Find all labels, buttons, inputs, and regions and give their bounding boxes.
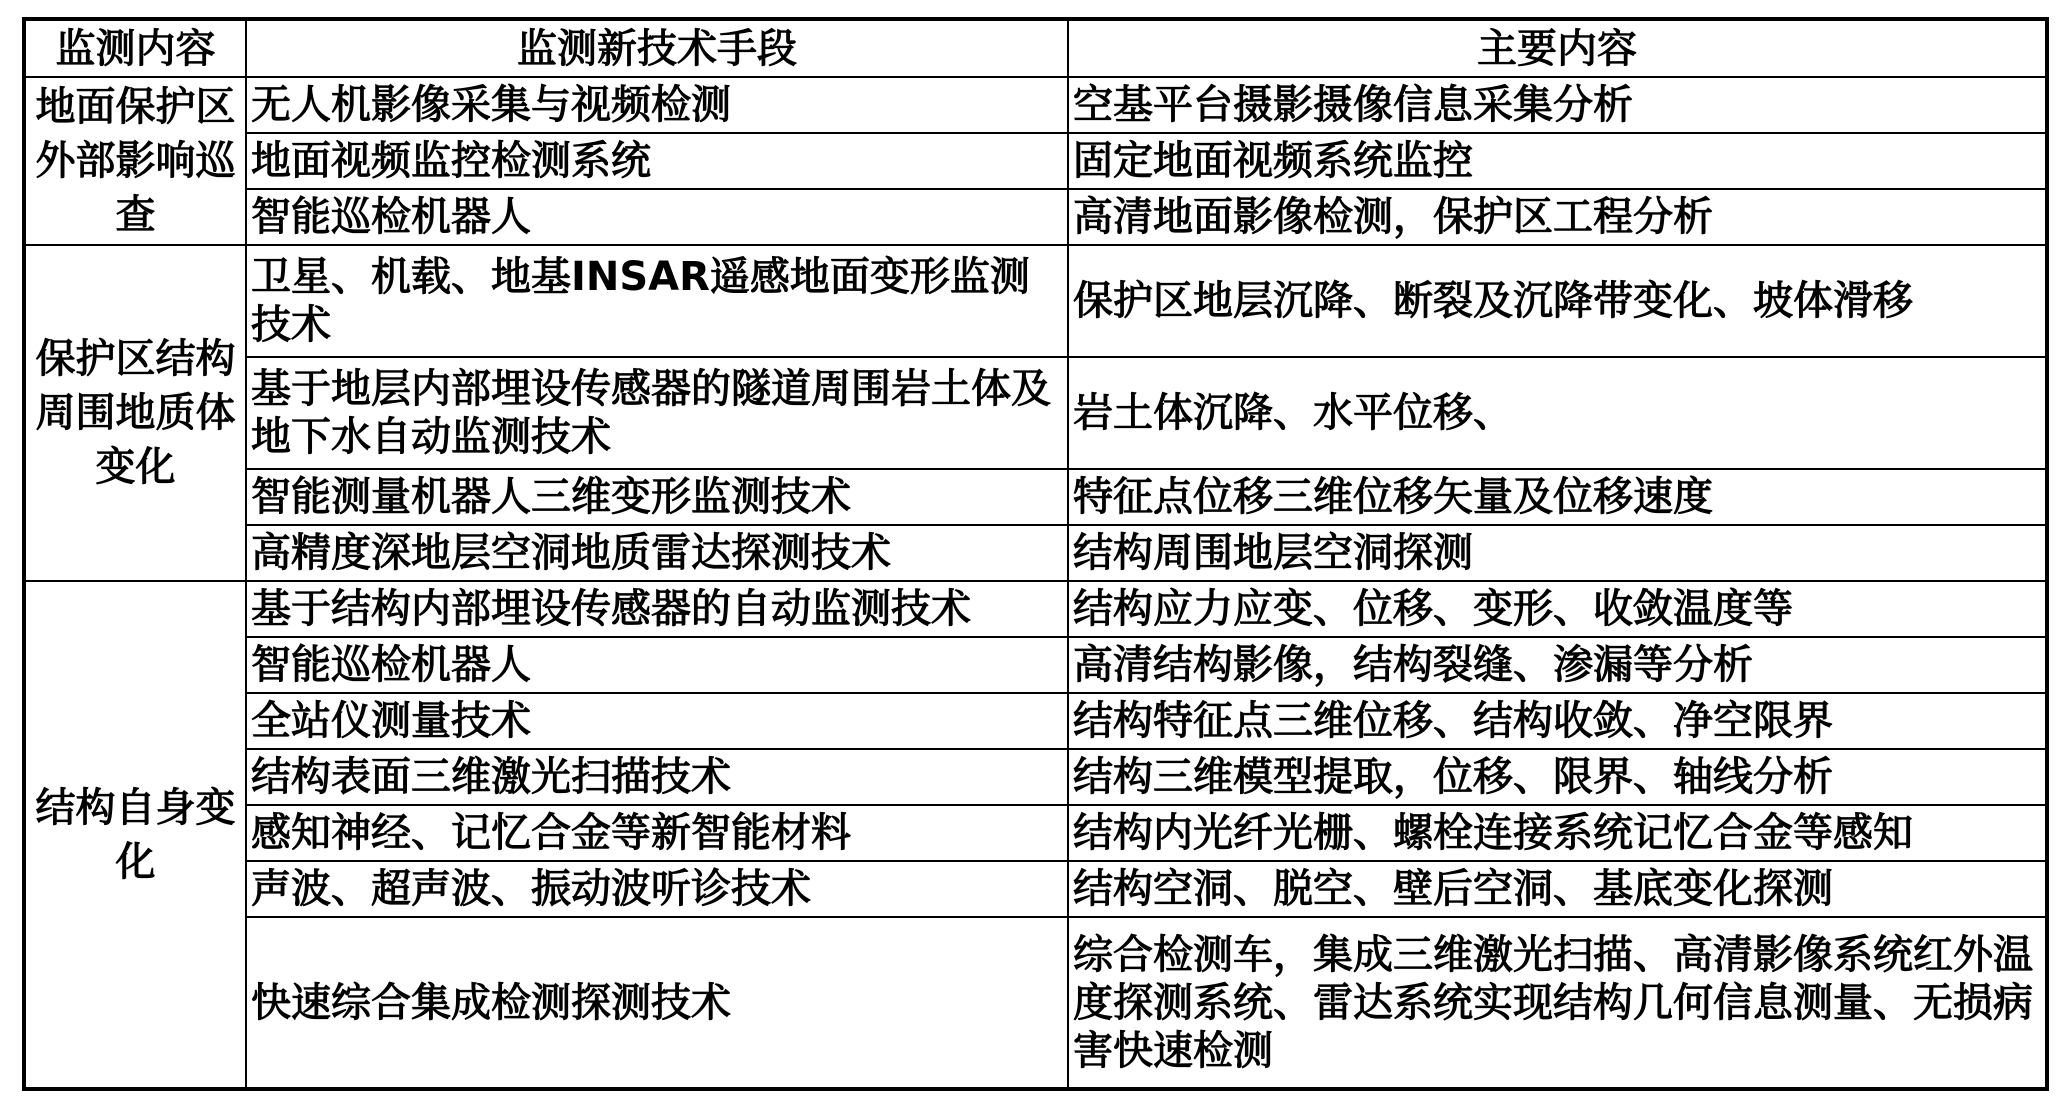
method-cell: 感知神经、记忆合金等新智能材料 [246,805,1068,861]
method-cell: 卫星、机载、地基INSAR遥感地面变形监测技术 [246,245,1068,357]
table-row [24,133,2047,189]
table-row [24,245,2047,357]
table-row [24,637,2047,693]
header-main-content: 主要内容 [1068,19,2047,77]
content-cell: 高清结构影像，结构裂缝、渗漏等分析 [1068,637,2047,693]
content-cell: 结构空洞、脱空、壁后空洞、基底变化探测 [1068,861,2047,917]
table-row [24,357,2047,469]
content-cell: 结构特征点三维位移、结构收敛、净空限界 [1068,693,2047,749]
category-cell: 结构自身变化 [24,581,246,1089]
method-cell: 地面视频监控检测系统 [246,133,1068,189]
table-header-row [24,19,2047,77]
table-row [24,917,2047,1089]
content-cell: 结构三维模型提取，位移、限界、轴线分析 [1068,749,2047,805]
content-cell: 结构应力应变、位移、变形、收敛温度等 [1068,581,2047,637]
category-cell: 地面保护区外部影响巡查 [24,77,246,245]
method-cell: 智能测量机器人三维变形监测技术 [246,469,1068,525]
content-cell: 特征点位移三维位移矢量及位移速度 [1068,469,2047,525]
method-cell: 基于结构内部埋设传感器的自动监测技术 [246,581,1068,637]
header-monitoring-content: 监测内容 [24,19,246,77]
table-row [24,693,2047,749]
method-cell: 无人机影像采集与视频检测 [246,77,1068,133]
monitoring-technology-table [22,17,2049,1091]
table-row [24,861,2047,917]
table-row [24,77,2047,133]
content-cell: 结构周围地层空洞探测 [1068,525,2047,581]
method-cell: 快速综合集成检测探测技术 [246,917,1068,1089]
category-cell: 保护区结构周围地质体变化 [24,245,246,581]
content-cell: 结构内光纤光栅、螺栓连接系统记忆合金等感知 [1068,805,2047,861]
content-cell: 固定地面视频系统监控 [1068,133,2047,189]
table-row [24,581,2047,637]
table-row [24,189,2047,245]
method-cell: 基于地层内部埋设传感器的隧道周围岩土体及地下水自动监测技术 [246,357,1068,469]
table-row [24,749,2047,805]
table-row [24,805,2047,861]
method-cell: 结构表面三维激光扫描技术 [246,749,1068,805]
table-row [24,469,2047,525]
content-cell: 综合检测车，集成三维激光扫描、高清影像系统红外温度探测系统、雷达系统实现结构几何信息测量、无损病害快速检测 [1068,917,2047,1089]
document-page [22,17,2045,1089]
method-cell: 智能巡检机器人 [246,189,1068,245]
content-cell: 高清地面影像检测，保护区工程分析 [1068,189,2047,245]
method-cell: 声波、超声波、振动波听诊技术 [246,861,1068,917]
content-cell: 岩土体沉降、水平位移、 [1068,357,2047,469]
method-cell: 高精度深地层空洞地质雷达探测技术 [246,525,1068,581]
header-technology-method: 监测新技术手段 [246,19,1068,77]
content-cell: 保护区地层沉降、断裂及沉降带变化、坡体滑移 [1068,245,2047,357]
method-cell: 全站仪测量技术 [246,693,1068,749]
table-row [24,525,2047,581]
content-cell: 空基平台摄影摄像信息采集分析 [1068,77,2047,133]
method-cell: 智能巡检机器人 [246,637,1068,693]
